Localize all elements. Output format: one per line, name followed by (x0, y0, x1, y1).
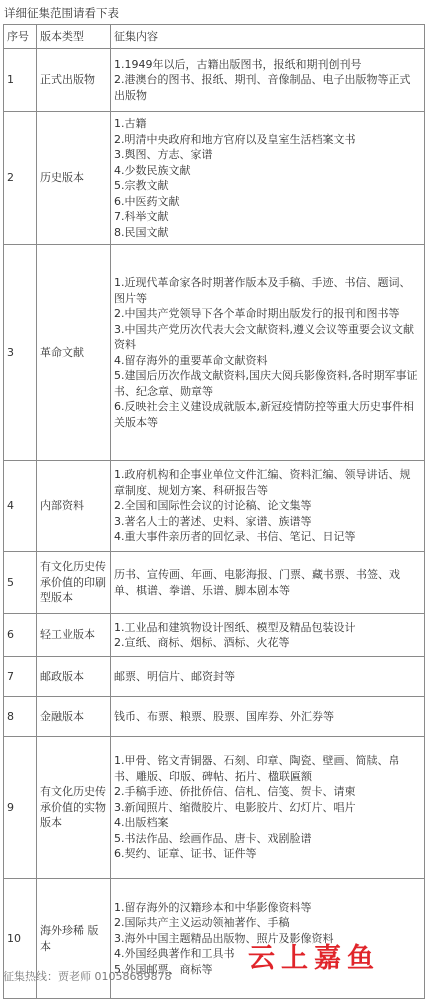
content-line: 2.中国共产党领导下各个革命时期出版发行的报刊和图书等 (114, 307, 400, 320)
content-line: 2.港澳台的图书、报纸、期刊、音像制品、电子出版物等正式出版物 (114, 73, 411, 102)
row-number: 1 (4, 49, 37, 112)
content-line: 6.契约、证章、证书、证件等 (114, 847, 257, 861)
table-row (4, 49, 425, 112)
row-content (111, 657, 425, 697)
table-row (4, 614, 425, 657)
table-row (4, 112, 425, 245)
table-row (4, 657, 425, 697)
row-content (111, 461, 425, 552)
content-line: 7.科举文献 (114, 210, 169, 223)
row-type: 邮政版本 (37, 657, 111, 697)
row-number: 2 (4, 112, 37, 245)
content-line: 历书、宣传画、年画、电影海报、门票、藏书票、书签、戏单、棋谱、拳谱、乐谱、脚本剧本等 (114, 568, 400, 597)
row-content (111, 697, 425, 737)
content-line: 2.国际共产主义运动领袖著作、手稿 (114, 916, 290, 930)
row-type: 有文化历史传承价值的印刷型版本 (37, 552, 111, 614)
row-type: 革命文献 (37, 245, 111, 461)
row-type: 内部资料 (37, 461, 111, 552)
content-line: 4.重大事件亲历者的回忆录、书信、笔记、日记等 (114, 530, 356, 544)
row-number: 6 (4, 614, 37, 657)
content-line: 8.民国文献 (114, 225, 169, 239)
content-line: 4.留存海外的重要革命文献资料 (114, 353, 268, 367)
row-number: 7 (4, 657, 37, 697)
row-number: 5 (4, 552, 37, 614)
content-line: 1.工业品和建筑物设计图纸、模型及精品包装设计 (114, 620, 356, 634)
row-content (111, 737, 425, 879)
collection-scope-table (3, 24, 425, 999)
content-line: 3.舆图、方志、家谱 (114, 148, 213, 161)
content-line: 6.反映社会主义建设成就版本,新冠疫情防控等重大历史事件相关版本等 (114, 400, 414, 429)
content-line: 1.政府机构和企事业单位文件汇编、资料汇编、领导讲话、规章制度、规划方案、科研报告等 (114, 468, 411, 497)
header-type: 版本类型 (37, 25, 111, 49)
content-line: 4.出版档案 (114, 816, 169, 830)
table-header-row (4, 25, 425, 49)
content-line: 3.中国共产党历次代表大会文献资料,遵义会议等重要会议文献资料 (114, 322, 414, 351)
content-line: 2.明清中央政府和地方官府以及皇室生活档案文书 (114, 132, 356, 146)
watermark-logo: 云上嘉鱼 (248, 943, 380, 974)
content-line: 1.古籍 (114, 117, 147, 130)
content-line: 5.书法作品、绘画作品、唐卡、戏剧脸谱 (114, 831, 312, 845)
content-line: 2.手稿手迹、侨批侨信、信札、信笺、贺卡、请柬 (114, 785, 356, 799)
table-body (4, 49, 425, 999)
content-line: 2.宣纸、商标、烟标、酒标、火花等 (114, 636, 290, 649)
row-type: 金融版本 (37, 697, 111, 737)
content-line: 1.留存海外的汉籍珍本和中华影像资料等 (114, 900, 312, 914)
header-no: 序号 (4, 25, 37, 49)
row-number: 4 (4, 461, 37, 552)
content-line: 1.1949年以后，古籍出版图书，报纸和期刊创刊号 (114, 57, 362, 71)
content-line: 1.近现代革命家各时期著作版本及手稿、手迹、书信、题词、图片等 (114, 276, 411, 305)
row-number: 3 (4, 245, 37, 461)
row-content (111, 49, 425, 112)
table-row (4, 461, 425, 552)
row-type: 历史版本 (37, 112, 111, 245)
content-line: 4.外国经典著作和工具书 (114, 947, 235, 961)
row-type: 轻工业版本 (37, 614, 111, 657)
header-content: 征集内容 (111, 25, 425, 49)
row-content (111, 112, 425, 245)
content-line: 3.海外中国主题精品出版物、照片及影像资料 (114, 931, 334, 945)
content-line: 钱币、布票、粮票、股票、国库券、外汇券等 (114, 709, 334, 723)
table-row (4, 737, 425, 879)
table-row (4, 245, 425, 461)
row-number: 10 (4, 879, 37, 999)
row-type: 正式出版物 (37, 49, 111, 112)
content-line: 6.中医药文献 (114, 194, 180, 208)
content-line: 5.建国后历次作战文献资料,国庆大阅兵影像资料,各时期军事证书、纪念章、勋章等 (114, 369, 418, 398)
row-content (111, 552, 425, 614)
content-line: 邮票、明信片、邮资封等 (114, 669, 235, 683)
content-line: 4.少数民族文献 (114, 163, 191, 177)
table-row (4, 552, 425, 614)
row-type: 有文化历史传承价值的实物版本 (37, 737, 111, 879)
content-line: 1.甲骨、铭文青铜器、石刻、印章、陶瓷、壁画、简牍、帛书、雕版、印版、碑帖、拓片、楹联匾额 (114, 754, 400, 783)
row-type: 海外珍稀 版本 (37, 879, 111, 999)
row-number: 9 (4, 737, 37, 879)
content-line: 3.新闻照片、缩微胶片、电影胶片、幻灯片、唱片 (114, 800, 356, 814)
content-line: 3.著名人士的著述、史料、家谱、族谱等 (114, 514, 312, 528)
table-row (4, 697, 425, 737)
table-caption: 详细征集范围请看下表 (4, 6, 119, 20)
row-content (111, 614, 425, 657)
content-line: 2.全国和国际性会议的讨论稿、论文集等 (114, 499, 312, 513)
row-number: 8 (4, 697, 37, 737)
hotline-footer: 征集热线：贾老师 01058689878 (3, 970, 172, 983)
content-line: 5.宗教文献 (114, 179, 169, 192)
row-content (111, 245, 425, 461)
content-line: 5.外国邮票、商标等 (114, 962, 213, 976)
